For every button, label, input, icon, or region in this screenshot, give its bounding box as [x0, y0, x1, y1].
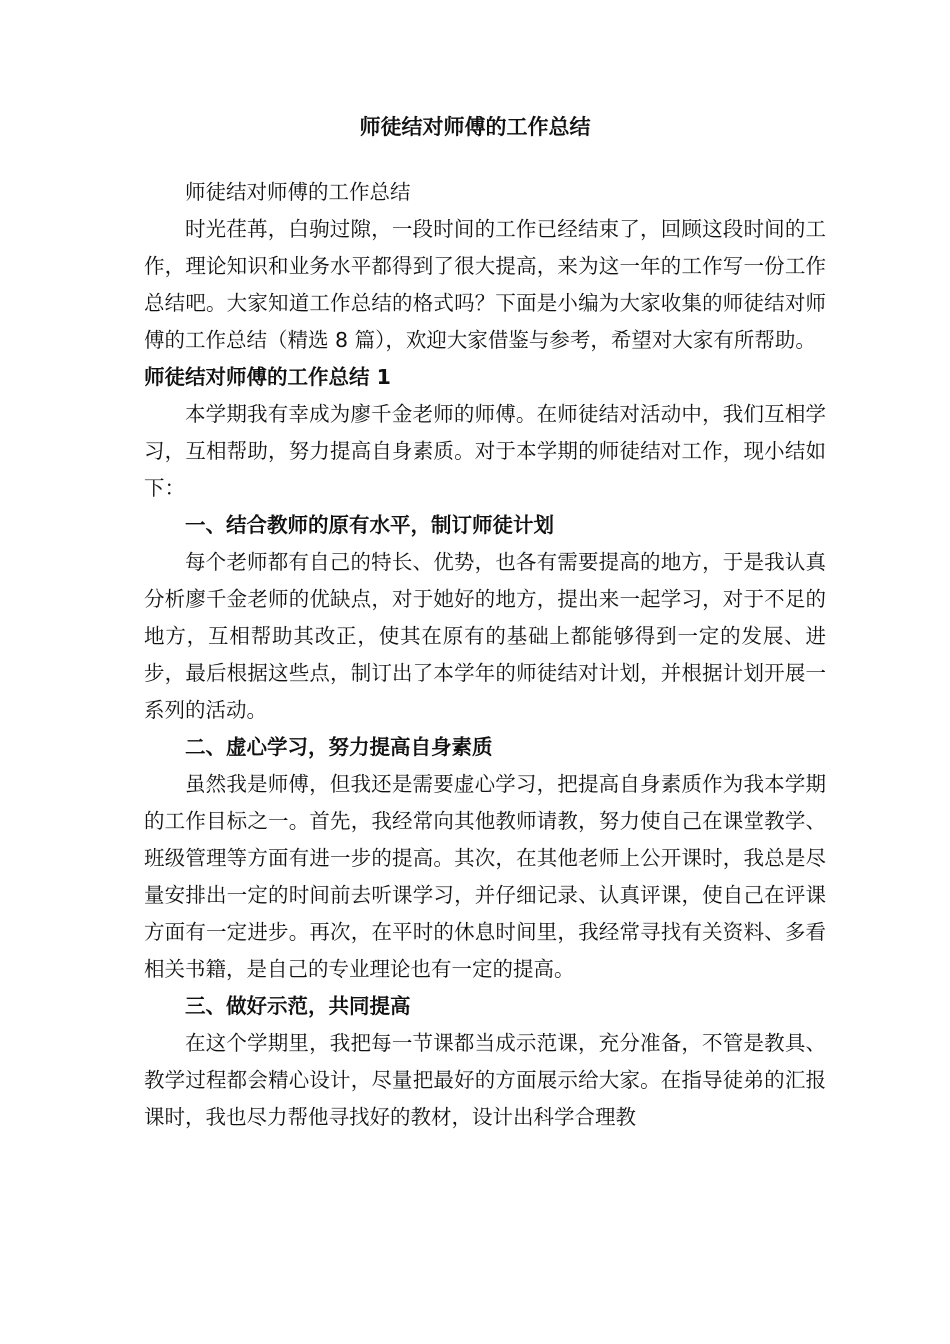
point1-heading: 一、结合教师的原有水平，制订师徒计划 [185, 513, 554, 537]
section-heading-1: 师徒结对师傅的工作总结 1 [144, 365, 391, 389]
section1-paragraph: 本学期我有幸成为廖千金老师的师傅。在师徒结对活动中，我们互相学习，互相帮助，努力提高自身素质。对于本学期的师徒结对工作，现小结如下： [144, 402, 826, 500]
document-body [144, 174, 826, 1136]
point2-heading: 二、虚心学习，努力提高自身素质 [185, 735, 493, 759]
document-title: 师徒结对师傅的工作总结 [359, 115, 591, 139]
intro-paragraph: 时光荏苒，白驹过隙，一段时间的工作已经结束了，回顾这段时间的工作，理论知识和业务水平都得到了很大提高，来为这一年的工作写一份工作总结吧。大家知道工作总结的格式吗？下面是小编为大家收集的师徒结对师傅的工作总结（精选 8 篇），欢迎大家借鉴与参考，希望对大家有所帮助。 [144, 217, 826, 352]
document-subtitle: 师徒结对师傅的工作总结 [185, 180, 411, 204]
point3-heading: 三、做好示范，共同提高 [185, 994, 411, 1018]
point1-paragraph: 每个老师都有自己的特长、优势，也各有需要提高的地方，于是我认真分析廖千金老师的优缺点，对于她好的地方，提出来一起学习，对于不足的地方，互相帮助其改正，使其在原有的基础上都能够得到一定的发展、进步，最后根据这些点，制订出了本学年的师徒结对计划，并根据计划开展一系列的活动。 [144, 550, 826, 722]
point2-paragraph: 虽然我是师傅，但我还是需要虚心学习，把提高自身素质作为我本学期的工作目标之一。首先，我经常向其他教师请教，努力使自己在课堂教学、班级管理等方面有进一步的提高。其次，在其他老师上公开课时，我总是尽量安排出一定的时间前去听课学习，并仔细记录、认真评课，使自己在评课方面有一定进步。再次，在平时的休息时间里，我经常寻找有关资料、多看相关书籍，是自己的专业理论也有一定的提高。 [144, 772, 826, 981]
point3-paragraph: 在这个学期里，我把每一节课都当成示范课，充分准备，不管是教具、教学过程都会精心设计，尽量把最好的方面展示给大家。在指导徒弟的汇报课时，我也尽力帮他寻找好的教材，设计出科学合理教 [144, 1031, 826, 1129]
